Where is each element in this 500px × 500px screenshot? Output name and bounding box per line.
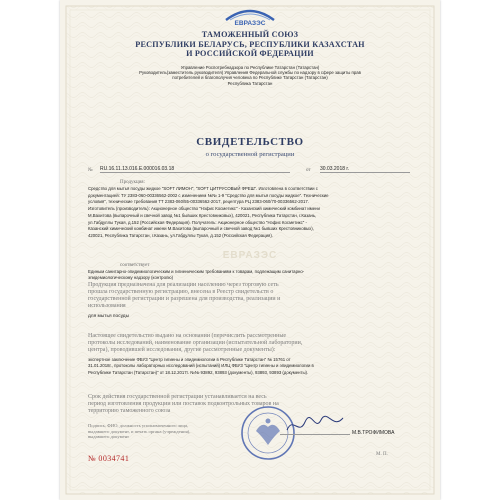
- product-line: Изготовитель (производитель): Акционерное общество "Нэфис Косметикс" - Казанский химический комбинат имени: [88, 206, 320, 212]
- basis-statement: [88, 333, 416, 355]
- product-line: Средство для мытья посуды жидкое "SOFT ЛИМОН", "SOFT ЦИТРУСОВЫЙ ФРЕШ". Изготовлена в соответствии с: [88, 186, 318, 191]
- conformity-requirements: [88, 269, 416, 281]
- serial-number: № 0034741: [88, 454, 130, 463]
- watermark: ЕВРАЗЭС: [222, 250, 278, 261]
- authority-line-3: потребителей и благополучия человека по Республике Татарстан (Татарстан): [172, 75, 328, 81]
- issuing-authority: [80, 65, 420, 86]
- product-description: [88, 186, 416, 240]
- certificate-sheet: [60, 0, 440, 500]
- validity-line: территорию таможенного союза: [88, 408, 171, 415]
- product-line: условия", технические требования ТТ 2383-060/55-00336562-2017, рецептура РЦ 2383-060/70-00336562-2017.: [88, 199, 309, 205]
- product-line: Казанский химический комбинат имени М.Вахитова (выпарочный и свечной завод №1 бывших Крестовниковых),: [88, 226, 314, 232]
- authority-line-4: Республика Татарстан: [227, 80, 273, 86]
- certificate-title: СВИДЕТЕЛЬСТВО: [196, 136, 304, 148]
- product-label: Продукция:: [120, 180, 145, 185]
- basis-line: центра), проводившей исследования, другие рассмотренные документы):: [88, 347, 276, 354]
- logo-label: ЕВРАЗЭС: [234, 20, 266, 26]
- certificate-subtitle: о государственной регистрации: [205, 151, 295, 158]
- validity-line: Срок действия государственной регистрации устанавливается на весь: [88, 394, 267, 400]
- basis-documents: [88, 357, 416, 376]
- registry-statement: [88, 289, 416, 311]
- usage-value: для мытья посуды: [88, 314, 130, 319]
- basis-value-line: Республике Татарстан (Татарстан)" от 18.12.2017г. №№ 93892, 93893 (документы), 93893, 93893 (документы).: [88, 369, 309, 375]
- authority-line-2: Руководитель(заместитель руководителя) Управления Федеральной службы по надзору в сфере защиты прав: [139, 70, 361, 76]
- signature-caption: [88, 423, 238, 440]
- product-line: ул.Габдуллы Тукая, д.152 (Российская Федерация). Получатель: Акционерное общество "Нэфис Косметикс" -: [88, 219, 307, 225]
- authority-line-1: Управление Роспотребнадзора по Республике Татарстан (Татарстан): [180, 65, 320, 70]
- header-line-1: ТАМОЖЕННЫЙ СОЮЗ: [201, 30, 299, 39]
- basis-value-line: экспертное заключение ФБУЗ "Центр гигиены и эпидемиологии в Республике Татарстан" № 15761 от: [88, 357, 291, 362]
- signature-caption-line: Подпись, ФИО, должность уполномоченного лица,: [88, 423, 189, 428]
- conformity-label: соответствует: [120, 263, 150, 268]
- reg-date-label: от: [306, 168, 311, 173]
- header: [60, 30, 440, 59]
- header-line-2: РЕСПУБЛИКИ БЕЛАРУСЬ, РЕСПУБЛИКИ КАЗАХСТАН: [135, 39, 365, 49]
- conformity-line: Единым санитарно-эпидемиологическим и гигиеническим требованиям к товарам, подлежащим санитарно-: [88, 269, 305, 274]
- basis-line: Настоящее свидетельство выдано на основании (перечислить рассмотренные: [88, 333, 287, 339]
- signatory-name: М.В.ТРОФИМОВА: [352, 430, 395, 436]
- reg-number-label: №: [88, 168, 93, 173]
- registry-line: государственной регистрации и разрешена для производства, реализации и: [88, 296, 281, 303]
- signature-mark-icon: [285, 414, 345, 436]
- reg-date: 30.03.2018 г.: [320, 167, 410, 173]
- mp-stamp-place: М. П.: [376, 452, 388, 457]
- basis-value-line: 31.01.2018г., протоколы лабораторных исследований (испытаний) ИЛЦ ФБУЗ "Центр гигиены и эпидемиологии в: [88, 363, 314, 369]
- signature-caption-line: выдавшего документ, и печать органа (учреждения),: [88, 428, 191, 434]
- basis-line: протоколы исследований, наименование организации (испытательной лаборатории,: [88, 340, 303, 347]
- registry-line: прошла государственную регистрацию, внесена в Реестр свидетельств о: [88, 289, 274, 295]
- conformity-line: эпидемиологическому надзору (контролю): [88, 275, 174, 280]
- product-line: М.Вахитова (выпарочный и свечной завод №1 бывших Крестовниковых), 420021, Республика Татарстан, г.Казань,: [88, 212, 317, 218]
- product-line: документацией: ТУ 2383-060-00336562-2002 с изменением №№ 1-9 "Средство для мытья посуды жидкое". Технические: [88, 192, 329, 198]
- signature-caption-line: выдавшего документ: [88, 434, 130, 440]
- registry-line: использования: [88, 303, 126, 310]
- product-line: 420021, Республика Татарстан, г.Казань, ул.Габдуллы Тукая, д.152 (Российская Федерация).: [88, 232, 273, 238]
- validity-line: период изготовления продукции или поставок подконтрольных товаров на: [88, 401, 279, 408]
- eurasec-logo: [220, 6, 280, 26]
- signature-line: [280, 434, 350, 435]
- reg-number: RU.16.11.13.016.Е.000016.03.18: [100, 167, 290, 173]
- intended-line: Продукция предназначена для реализации населению через торговую сеть: [88, 282, 279, 288]
- header-line-3: И РОССИЙСКОЙ ФЕДЕРАЦИИ: [186, 49, 314, 58]
